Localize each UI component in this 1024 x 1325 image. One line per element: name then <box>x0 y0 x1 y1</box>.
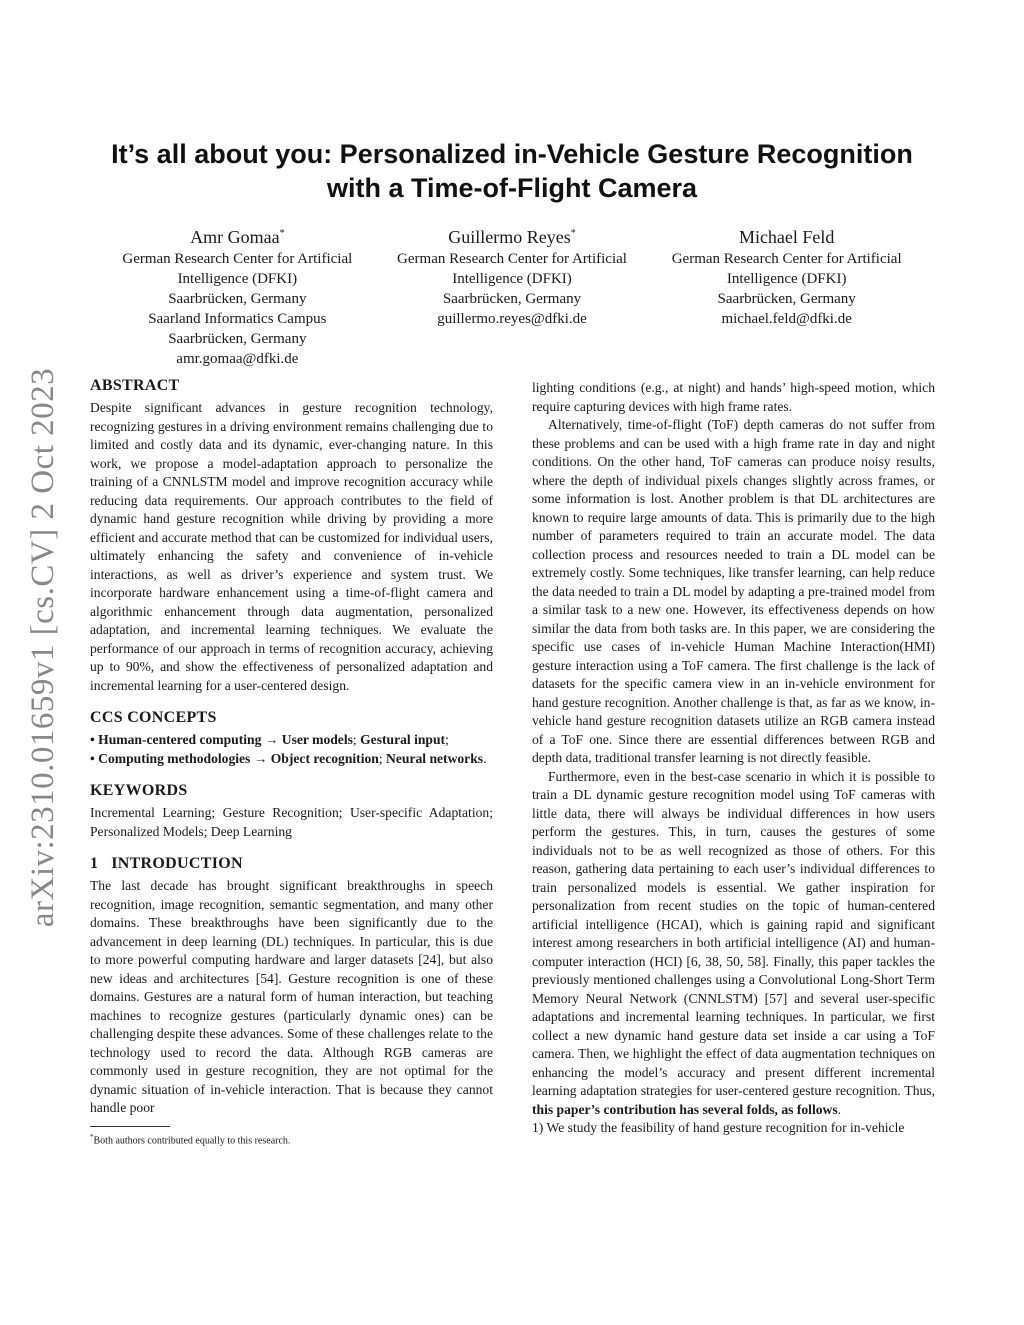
intro-paragraph-3-end: . <box>837 1101 842 1117</box>
arxiv-stamp <box>14 365 74 930</box>
ccs-separator: ; <box>445 732 449 747</box>
introduction-section <box>90 854 493 1118</box>
left-column <box>90 376 493 1148</box>
intro-paragraph-2: Alternatively, time-of-flight (ToF) depth cameras do not suffer from these problems and can be used with a high frame rate in day and night conditions. On the other hand, ToF cameras can produce noisy results, where the depth of individual pixels changes slightly across frames, or some information is lost. Another problem is that DL architectures are known to require large amounts of data. This is primarily due to the high number of parameters required to train an accurate model. The data collection process and resources needed to train a DL model can be extremely costly. Some techniques, like transfer learning, can help reduce the data needed to train a DL model by adapting a pre-trained model from a similar task to a new one. However, its effectiveness depends on how similar the data from both tasks are. In this paper, we are considering the specific use cases of in-vehicle Human Machine Interaction(HMI) gesture interaction using a ToF camera. The first challenge is the lack of datasets for the specific camera view in an in-vehicle environment for hand gesture recognition. Another challenge is that, as far as we know, in-vehicle hand gesture recognition datasets utilize an RGB camera instead of a ToF one. Since there are essential differences between RGB and depth data, traditional transfer learning is not directly feasible. <box>532 417 935 765</box>
keywords-text: Incremental Learning; Gesture Recognition; User-specific Adaptation; Personalized Models; Deep Learning <box>90 805 493 839</box>
ccs-term: • Computing methodologies → Object recognition <box>90 750 379 766</box>
author-email[interactable]: amr.gomaa@dfki.de <box>176 351 299 367</box>
author-block <box>100 222 924 369</box>
author-mark: * <box>279 228 285 239</box>
ccs-heading: CCS CONCEPTS <box>90 709 217 726</box>
intro-paragraph-continued: lighting conditions (e.g., at night) and hands’ high-speed motion, which require capturing devices with high frame rates. <box>532 380 935 414</box>
affiliation-line: Saarbrücken, Germany <box>442 291 582 307</box>
author-name: Michael Feld <box>738 227 835 247</box>
affiliation-line: Intelligence (DFKI) <box>452 271 572 287</box>
ccs-separator: ; <box>352 732 361 747</box>
keywords-heading: KEYWORDS <box>90 782 188 799</box>
author-1 <box>100 222 375 369</box>
abstract-heading: ABSTRACT <box>90 377 180 394</box>
arxiv-stamp-text: arXiv:2310.01659v1 [cs.CV] 2 Oct 2023 <box>25 367 62 928</box>
author-name: Amr Gomaa <box>190 227 280 247</box>
title-line-2: with a Time-of-Flight Camera <box>326 173 698 203</box>
footnote-divider <box>90 1126 170 1127</box>
affiliation-line: Saarland Informatics Campus <box>148 311 327 327</box>
affiliation-line: German Research Center for Artificial <box>397 251 627 267</box>
introduction-heading: 1 INTRODUCTION <box>90 855 243 872</box>
affiliation-line: Intelligence (DFKI) <box>726 271 847 287</box>
author-mark: * <box>570 228 576 239</box>
intro-paragraph-3 <box>532 768 935 1120</box>
footnote <box>90 1130 493 1148</box>
affiliation-line: Saarbrücken, Germany <box>168 331 307 347</box>
keywords-section <box>90 781 493 841</box>
author-email[interactable]: michael.feld@dfki.de <box>721 311 852 327</box>
footnote-mark: * <box>90 1132 94 1141</box>
intro-contribution-emphasis: this paper’s contribution has several folds, as follows <box>532 1101 838 1117</box>
ccs-line-1 <box>90 731 493 750</box>
title-line-1: It’s all about you: Personalized in-Vehicle Gesture Recognition <box>111 139 913 169</box>
author-2 <box>375 222 650 369</box>
affiliation-line: Saarbrücken, Germany <box>717 291 856 307</box>
ccs-term: • Human-centered computing → User models <box>90 732 353 747</box>
right-column <box>532 379 935 1138</box>
ccs-separator: ; <box>378 750 387 766</box>
affiliation-line: Saarbrücken, Germany <box>168 291 307 307</box>
intro-paragraph-1: The last decade has brought significant breakthroughs in speech recognition, image recognition, semantic segmentation, and many other domains. These breakthroughs have been significantly due to the advancement in deep learning (DL) techniques. In particular, this is due to more powerful computing hardware and larger datasets [24], but also new ideas and architectures [54]. Gesture recognition is one of these domains. Gestures are a natural form of human interaction, but teaching machines to recognize gestures (particularly dynamic ones) can be challenging despite these advances. Some of these challenges relate to the technology used to record the data. Although RGB cameras are commonly used in gesture recognition, they are not optimal for the dynamic situation of in-vehicle interaction. That is because they cannot handle poor <box>90 878 493 1115</box>
affiliation-line: German Research Center for Artificial <box>122 251 353 267</box>
intro-paragraph-4: 1) We study the feasibility of hand gesture recognition for in-vehicle <box>532 1120 905 1135</box>
abstract-section <box>90 376 493 695</box>
paper-title <box>90 137 934 205</box>
ccs-line-2 <box>90 750 493 769</box>
footnote-text: Both authors contributed equally to this research. <box>93 1134 291 1146</box>
author-email[interactable]: guillermo.reyes@dfki.de <box>437 311 587 327</box>
ccs-separator: . <box>483 750 487 766</box>
affiliation-line: German Research Center for Artificial <box>671 251 902 267</box>
abstract-text: Despite significant advances in gesture recognition technology, recognizing gestures in a driving environment remains challenging due to limited and costly data and its dynamic, ever-changing nature. In this work, we propose a model-adaptation approach to personalize the training of a CNNLSTM model and improve recognition accuracy while reducing data requirements. Our approach contributes to the field of dynamic hand gesture recognition while driving by providing a more efficient and accurate method that can be customized for individual users, ultimately enhancing the safety and convenience of in-vehicle interactions, as well as driver’s experience and system trust. We incorporate hardware enhancement using a time-of-flight camera and algorithmic enhancement through data augmentation, personalized adaptation, and incremental learning techniques. We evaluate the performance of our approach in terms of recognition accuracy, achieving up to 90%, and show the effectiveness of personalized adaptation and incremental learning for a user-centered design. <box>90 400 493 693</box>
author-name: Guillermo Reyes <box>448 227 571 247</box>
author-3 <box>649 222 924 369</box>
ccs-term: Gestural input <box>360 732 446 747</box>
ccs-section <box>90 708 493 768</box>
ccs-term: Neural networks <box>386 750 484 766</box>
affiliation-line: Intelligence (DFKI) <box>177 271 298 287</box>
intro-paragraph-3-text: Furthermore, even in the best-case scenario in which it is possible to train a DL dynamic gesture recognition model using ToF cameras with little data, there will always be individual differences in how users perform the gestures. This, in turn, causes the gestures of some individuals not to be as well recognized as those of others. For this reason, gathering data pertaining to each user’s individual differences to train personalized models is essential. We gather inspiration for personalization from recent studies on the topic of human-centered artificial intelligence (HCAI), which is gaining rapid and significant interest among researchers in both artificial intelligence (AI) and human-computer interaction (HCI) [6, 38, 50, 58]. Finally, this paper tackles the previously mentioned challenges using a Convolutional Long-Short Term Memory Neural Network (CNNLSTM) [57] and several user-specific adaptations and incremental learning techniques. In particular, we first collect a new dynamic hand gesture data set inside a car using a ToF camera. Then, we highlight the effect of data augmentation techniques on enhancing the model’s accuracy and present different incremental learning adaptation strategies for user-centered gesture recognition. Thus, <box>532 768 935 1098</box>
